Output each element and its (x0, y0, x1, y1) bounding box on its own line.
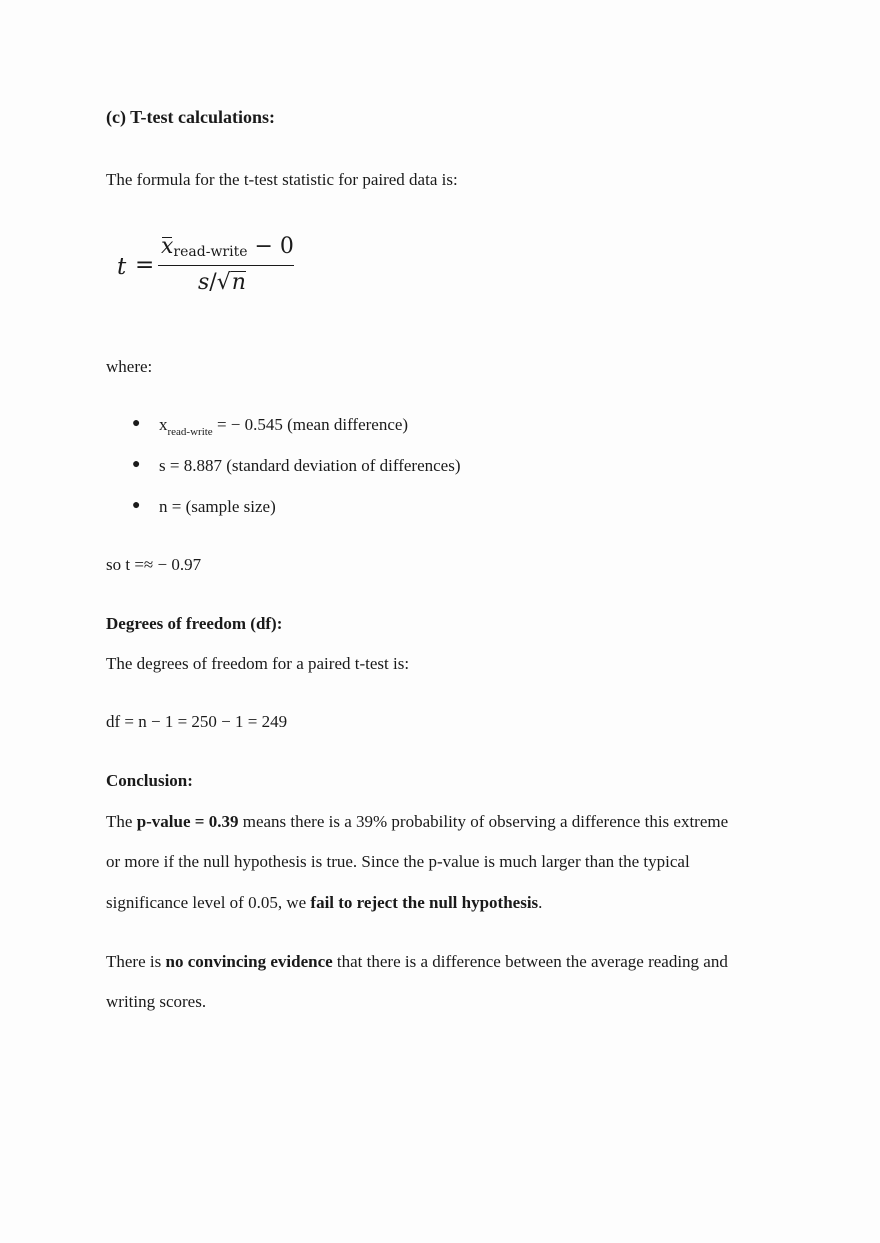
formula-fraction-bar (158, 265, 294, 266)
fail-to-reject-bold: fail to reject the null hypothesis (310, 893, 539, 912)
formula-xbar: x (161, 234, 174, 259)
df-formula: df = n − 1 = 250 − 1 = 249 (106, 712, 288, 731)
formula-slash: / (209, 270, 217, 295)
p-value-bold: p-value = 0.39 (136, 812, 239, 831)
formula-s: s (198, 270, 210, 295)
section-heading: (c) T-test calculations: (106, 107, 275, 127)
conclusion-heading: Conclusion: (106, 771, 193, 790)
mean-subscript: read-write (167, 426, 213, 438)
formula-subscript: read-write (173, 244, 248, 260)
formula-minus-zero: − 0 (247, 234, 294, 259)
conclusion-line-1: The p-value = 0.39 means there is a 39% probability of observing a difference this extreme (106, 812, 729, 831)
df-heading: Degrees of freedom (df): (106, 614, 283, 633)
intro-text: The formula for the t-test statistic for paired data is: (106, 170, 458, 189)
formula-denominator (198, 270, 246, 295)
evidence-line-2: writing scores. (106, 992, 207, 1011)
list-item-sd: s = 8.887 (standard deviation of differences) (159, 456, 461, 475)
evidence-line-1: There is no convincing evidence that there is a difference between the average reading and (106, 952, 728, 971)
where-label: where: (106, 357, 153, 376)
formula-sqrt-sign: √ (216, 270, 231, 295)
formula-n: n (231, 270, 246, 295)
formula-numerator (161, 234, 294, 259)
list-item-mean (159, 415, 408, 437)
formula-equals: = (135, 252, 155, 278)
conclusion-line-2: or more if the null hypothesis is true. Since the p-value is much larger than the typical (106, 852, 690, 871)
t-result: so t =≈ − 0.97 (106, 555, 202, 574)
mean-symbol: x (159, 415, 168, 434)
conclusion-line-3: significance level of 0.05, we fail to reject the null hypothesis. (106, 893, 543, 912)
df-intro: The degrees of freedom for a paired t-test is: (106, 654, 410, 673)
list-item-n: n = (sample size) (159, 497, 276, 516)
formula-lhs: t (117, 254, 127, 280)
bullet-dot: ● (132, 416, 141, 431)
mean-text: = − 0.545 (mean difference) (212, 415, 409, 434)
bullet-dot: ● (132, 498, 141, 513)
no-evidence-bold: no convincing evidence (165, 952, 333, 971)
bullet-dot: ● (132, 457, 141, 472)
t-test-formula (117, 234, 307, 304)
